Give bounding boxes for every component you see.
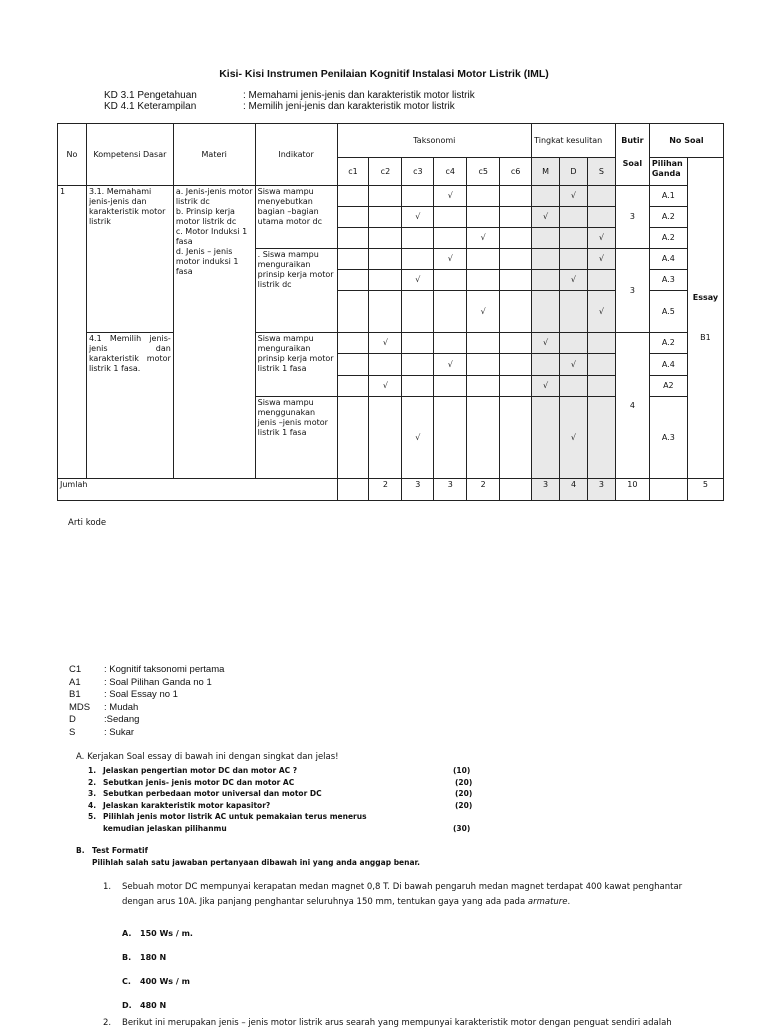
kd-value: : Memahami jenis-jenis dan karakteristik motor listrik (243, 90, 475, 101)
kd-block (104, 90, 475, 112)
row-no: 1 (58, 186, 87, 479)
code-key: D (69, 714, 76, 725)
header-c2: c2 (369, 158, 402, 186)
essay-column (687, 158, 723, 479)
essay-item: 2. Sebutkan jenis- jenis motor DC dan motor AC (20) (88, 777, 473, 787)
kd-label: KD 4.1 Keterampilan (104, 101, 197, 112)
jumlah-m: 3 (532, 479, 560, 501)
check-mark: √ (560, 354, 588, 376)
check-mark: √ (587, 249, 615, 270)
header-c3: c3 (402, 158, 434, 186)
jumlah-essay: 5 (687, 479, 723, 501)
indikator-cell: Siswa mampu menguraikan prinsip kerja motor listrik 1 fasa (255, 333, 337, 397)
nosoal-value: A.3 (649, 270, 687, 291)
jumlah-label: Jumlah (58, 479, 338, 501)
code-key: A1 (69, 676, 81, 688)
materi-item: a. Jenis-jenis motor listrik dc (175, 187, 253, 206)
nosoal-value: A.4 (649, 249, 687, 270)
indikator-cell: . Siswa mampu menguraikan prinsip kerja motor listrik dc (255, 249, 337, 333)
materi-item: b. Prinsip kerja motor listrik dc (175, 207, 237, 226)
code-value: : Sukar (104, 726, 135, 738)
header-d: D (560, 158, 588, 186)
option-c[interactable]: C. 400 Ws / m (122, 977, 190, 986)
check-mark: √ (402, 207, 434, 228)
jumlah-butir: 10 (615, 479, 649, 501)
check-mark: √ (434, 249, 467, 270)
code-value: : Mudah (104, 701, 139, 713)
header-c1: c1 (337, 158, 369, 186)
jumlah-c2: 2 (369, 479, 402, 501)
butir-value: 4 (615, 333, 649, 479)
question-number: 1. (103, 882, 112, 892)
question-text: Sebuah motor DC mempunyai kerapatan medan magnet 0,8 T. Di bawah pengaruh medan magnet terdapat 400 kawat penghantar (122, 882, 683, 892)
arti-kode-label: Arti kode (68, 518, 107, 528)
nosoal-value: A.2 (649, 207, 687, 228)
check-mark: √ (532, 207, 560, 228)
essay-item: kemudian jelaskan pilihanmu (30) (103, 823, 471, 833)
code-value: : Kognitif taksonomi pertama (104, 664, 225, 675)
check-mark: √ (532, 333, 560, 354)
code-key: S (69, 726, 76, 738)
nosoal-value: A.5 (649, 291, 687, 333)
essay-item: 3. Sebutkan perbedaan motor universal dan motor DC (20) (88, 789, 473, 799)
essay-item: 4. Jelaskan karakteristik motor kapasitor? (20) (88, 800, 473, 810)
kisi-table (57, 123, 724, 501)
check-mark: √ (532, 376, 560, 397)
code-key: C1 (69, 664, 82, 675)
question-1-options (122, 922, 193, 1018)
indikator-cell: Siswa mampu menyebutkan bagian –bagian utama motor dc (255, 186, 337, 249)
jumlah-c3: 3 (402, 479, 434, 501)
nosoal-value: A.2 (649, 228, 687, 249)
materi-item: c. Motor Induksi 1 fasa (175, 227, 248, 246)
check-mark: √ (560, 186, 588, 207)
nosoal-value: A2 (649, 376, 687, 397)
section-a-heading: A. Kerjakan Soal essay di bawah ini dengan singkat dan jelas! (76, 752, 339, 762)
materi-item: d. Jenis – jenis motor induksi 1 fasa (175, 247, 239, 276)
check-mark: √ (434, 354, 467, 376)
kd31-cell: 3.1. Memahami jenis-jenis dan karakteristik motor listrik (86, 186, 173, 333)
section-b-label: B. (76, 846, 85, 855)
butir-value: 3 (615, 249, 649, 333)
header-s: S (587, 158, 615, 186)
nosoal-value: A.1 (649, 186, 687, 207)
jumlah-d: 4 (560, 479, 588, 501)
essay-value: B1 (700, 333, 711, 342)
section-b-heading: Test Formatif (92, 846, 148, 855)
code-key: MDS (69, 701, 91, 713)
kd-value: : Memilih jeni-jenis dan karakteristik motor listrik (243, 101, 455, 112)
check-mark: √ (560, 270, 588, 291)
check-mark: √ (369, 333, 402, 354)
header-c6: c6 (500, 158, 532, 186)
header-nosoal: No Soal (649, 124, 723, 158)
indikator-cell: Siswa mampu menggunakan jenis –jenis motor listrik 1 fasa (255, 397, 337, 479)
header-materi: Materi (173, 124, 255, 186)
question-1: 1. Sebuah motor DC mempunyai kerapatan medan magnet 0,8 T. Di bawah pengaruh medan magnet terdapat 400 kawat penghantar dengan arus 10A. Jika panjang penghantar seluruhnya 150 mm, tentukan gaya yang ada pada armature. (103, 882, 683, 907)
jumlah-c5: 2 (467, 479, 500, 501)
header-essay: Essay (692, 293, 719, 302)
option-a[interactable]: A. 150 Ws / m. (122, 929, 193, 938)
question-number: 2. (103, 1018, 112, 1028)
nosoal-value: A.3 (649, 397, 687, 479)
header-pilihan-ganda: Pilihan Ganda (649, 158, 687, 186)
code-value: :Sedang (104, 714, 140, 725)
header-butir: Butir (615, 124, 649, 158)
section-a-list (88, 765, 488, 835)
check-mark: √ (467, 228, 500, 249)
check-mark: √ (434, 186, 467, 207)
check-mark: √ (560, 397, 588, 479)
essay-item: 1. Jelaskan pengertian motor DC dan motor AC ? (10) (88, 766, 471, 775)
kd41-cell: 4.1 Memilih jenis-jenis dan karakteristik motor listrik 1 fasa. (86, 333, 173, 479)
butir-value: 3 (615, 186, 649, 249)
check-mark: √ (402, 397, 434, 479)
header-indikator: Indikator (255, 124, 337, 186)
header-soal: Soal (615, 158, 649, 186)
kd-label: KD 3.1 Pengetahuan (104, 90, 197, 101)
check-mark: √ (587, 291, 615, 333)
header-tingkat: Tingkat kesulitan (532, 124, 616, 158)
nosoal-value: A.4 (649, 354, 687, 376)
section-b-instruction: Pilihlah salah satu jawaban pertanyaan dibawah ini yang anda anggap benar. (92, 858, 421, 867)
header-c5: c5 (467, 158, 500, 186)
header-m: M (532, 158, 560, 186)
option-d[interactable]: D. 480 N (122, 1001, 167, 1010)
page-title: Kisi- Kisi Instrumen Penilaian Kognitif Instalasi Motor Listrik (IML) (219, 68, 549, 80)
essay-item: 5. Pilihlah jenis motor listrik AC untuk pemakaian terus menerus (88, 812, 367, 822)
check-mark: √ (402, 270, 434, 291)
code-value: : Soal Essay no 1 (104, 689, 178, 700)
code-value: : Soal Pilihan Ganda no 1 (104, 676, 212, 688)
check-mark: √ (587, 228, 615, 249)
code-legend (69, 664, 224, 739)
check-mark: √ (369, 376, 402, 397)
option-b[interactable]: B. 180 N (122, 953, 167, 962)
materi-cell (173, 186, 255, 479)
check-mark: √ (467, 291, 500, 333)
section-b-header (76, 846, 148, 855)
header-kompetensi: Kompetensi Dasar (86, 124, 173, 186)
question-text: Berikut ini merupakan jenis – jenis motor listrik arus searah yang mempunyai karakteristik motor dengan penguat sendiri adalah (122, 1018, 672, 1028)
jumlah-s: 3 (587, 479, 615, 501)
header-c4: c4 (434, 158, 467, 186)
code-key: B1 (69, 689, 81, 700)
nosoal-value: A.2 (649, 333, 687, 354)
header-taksonomi: Taksonomi (337, 124, 532, 158)
jumlah-c4: 3 (434, 479, 467, 501)
header-no: No (58, 124, 87, 186)
